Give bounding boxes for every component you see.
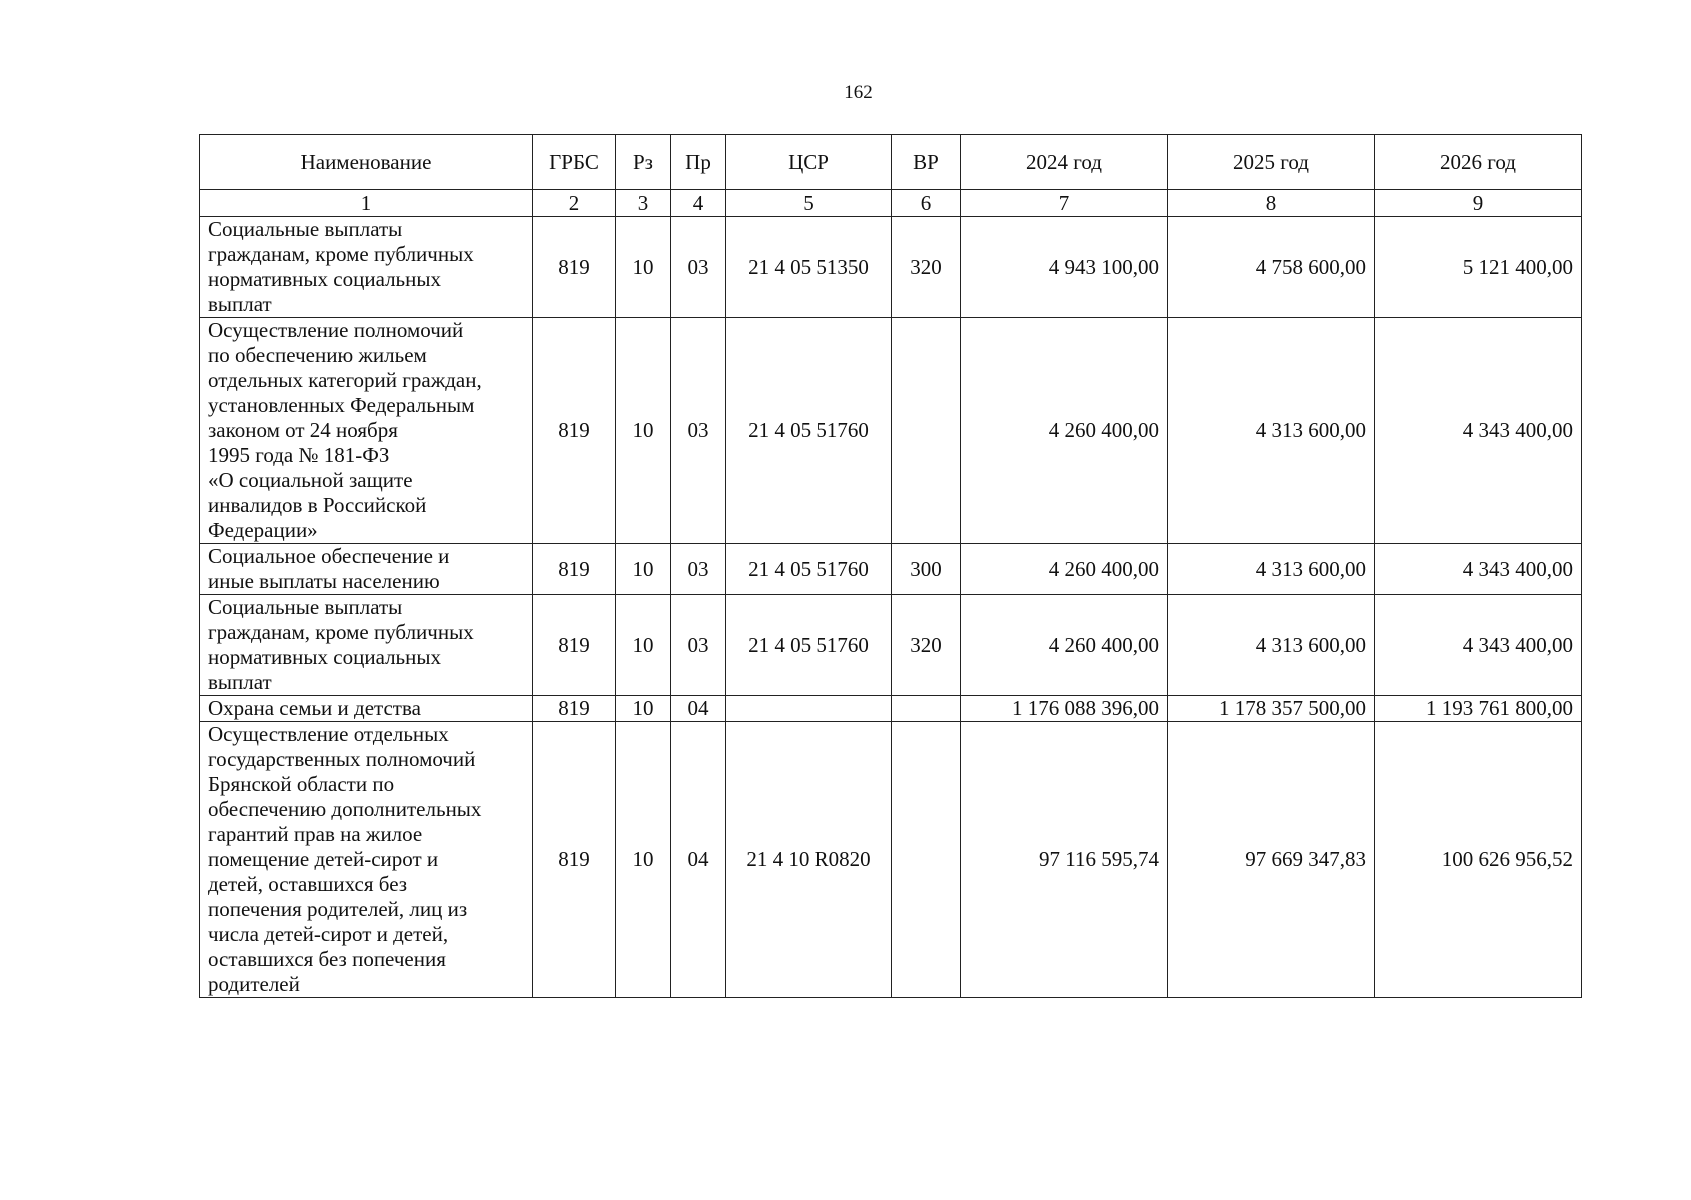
table-row [200,217,1582,318]
row-name-line: «О социальной защите [208,468,413,492]
row-name-line: 1995 года № 181-ФЗ [208,443,390,467]
pr-cell: 03 [671,595,726,696]
amount-2024-cell: 4 260 400,00 [961,544,1168,595]
table-row [200,544,1582,595]
header-2026: 2026 год [1375,135,1582,190]
amount-2024-cell: 4 943 100,00 [961,217,1168,318]
header-row [200,135,1582,190]
csr-cell: 21 4 05 51760 [726,595,892,696]
row-name-line: Охрана семьи и детства [208,696,421,720]
row-name-line: Социальные выплаты [208,217,403,241]
row-name-cell [200,722,533,998]
amount-2025-cell: 4 313 600,00 [1168,318,1375,544]
grbs-cell: 819 [533,696,616,722]
pr-cell: 04 [671,722,726,998]
header-name: Наименование [200,135,533,190]
row-name-line: Брянской области по [208,772,395,796]
row-name-line: детей, оставшихся без [208,872,408,896]
column-number: 6 [892,190,961,217]
column-number-row [200,190,1582,217]
page-number: 162 [844,82,873,103]
table-row [200,318,1582,544]
header-grbs: ГРБС [533,135,616,190]
row-name-cell [200,544,533,595]
row-name-line: установленных Федеральным [208,393,475,417]
header-rz: Рз [616,135,671,190]
column-number: 1 [200,190,533,217]
row-name-line: государственных полномочий [208,747,476,771]
pr-cell: 03 [671,318,726,544]
grbs-cell: 819 [533,544,616,595]
row-name-line: оставшихся без попечения [208,947,446,971]
row-name-line: по обеспечению жильем [208,343,427,367]
amount-2026-cell: 4 343 400,00 [1375,544,1582,595]
header-vr: ВР [892,135,961,190]
amount-2025-cell: 4 313 600,00 [1168,595,1375,696]
amount-2026-cell: 4 343 400,00 [1375,318,1582,544]
csr-cell: 21 4 10 R0820 [726,722,892,998]
vr-cell: 300 [892,544,961,595]
row-name-line: гарантий прав на жилое [208,822,423,846]
row-name-line: родителей [208,972,300,996]
row-name-line: помещение детей-сирот и [208,847,439,871]
row-name-line: числа детей-сирот и детей, [208,922,449,946]
vr-cell [892,696,961,722]
rz-cell: 10 [616,696,671,722]
amount-2026-cell: 5 121 400,00 [1375,217,1582,318]
row-name-line: нормативных социальных [208,267,441,291]
row-name-line: инвалидов в Российской [208,493,427,517]
row-name-line: Осуществление полномочий [208,318,464,342]
amount-2024-cell: 4 260 400,00 [961,595,1168,696]
csr-cell: 21 4 05 51760 [726,544,892,595]
grbs-cell: 819 [533,217,616,318]
column-number: 4 [671,190,726,217]
row-name-line: гражданам, кроме публичных [208,620,474,644]
row-name-line: выплат [208,292,272,316]
row-name-cell [200,595,533,696]
row-name-line: законом от 24 ноября [208,418,398,442]
row-name-line: Социальные выплаты [208,595,403,619]
csr-cell: 21 4 05 51760 [726,318,892,544]
row-name-line: Осуществление отдельных [208,722,449,746]
row-name-line: Федерации» [208,518,318,542]
column-number: 2 [533,190,616,217]
column-number: 8 [1168,190,1375,217]
row-name-line: выплат [208,670,272,694]
column-number: 5 [726,190,892,217]
pr-cell: 04 [671,696,726,722]
csr-cell: 21 4 05 51350 [726,217,892,318]
grbs-cell: 819 [533,595,616,696]
amount-2026-cell: 4 343 400,00 [1375,595,1582,696]
amount-2024-cell: 4 260 400,00 [961,318,1168,544]
column-number: 9 [1375,190,1582,217]
rz-cell: 10 [616,722,671,998]
table-row [200,722,1582,998]
pr-cell: 03 [671,217,726,318]
column-number: 3 [616,190,671,217]
row-name-line: нормативных социальных [208,645,441,669]
table-row [200,696,1582,722]
table-body [200,217,1582,998]
amount-2025-cell: 97 669 347,83 [1168,722,1375,998]
amount-2025-cell: 4 758 600,00 [1168,217,1375,318]
row-name-cell [200,217,533,318]
csr-cell [726,696,892,722]
grbs-cell: 819 [533,318,616,544]
row-name-line: гражданам, кроме публичных [208,242,474,266]
rz-cell: 10 [616,217,671,318]
row-name-line: иные выплаты населению [208,569,440,593]
amount-2024-cell: 97 116 595,74 [961,722,1168,998]
column-number: 7 [961,190,1168,217]
amount-2025-cell: 4 313 600,00 [1168,544,1375,595]
row-name-line: обеспечению дополнительных [208,797,482,821]
grbs-cell: 819 [533,722,616,998]
amount-2024-cell: 1 176 088 396,00 [961,696,1168,722]
rz-cell: 10 [616,318,671,544]
header-csr: ЦСР [726,135,892,190]
row-name-line: отдельных категорий граждан, [208,368,482,392]
header-pr: Пр [671,135,726,190]
vr-cell [892,722,961,998]
header-2024: 2024 год [961,135,1168,190]
vr-cell: 320 [892,595,961,696]
rz-cell: 10 [616,595,671,696]
row-name-line: Социальное обеспечение и [208,544,450,568]
amount-2025-cell: 1 178 357 500,00 [1168,696,1375,722]
row-name-cell [200,318,533,544]
amount-2026-cell: 100 626 956,52 [1375,722,1582,998]
amount-2026-cell: 1 193 761 800,00 [1375,696,1582,722]
rz-cell: 10 [616,544,671,595]
header-2025: 2025 год [1168,135,1375,190]
table-row [200,595,1582,696]
pr-cell: 03 [671,544,726,595]
budget-table [199,134,1582,998]
vr-cell [892,318,961,544]
row-name-cell [200,696,533,722]
row-name-line: попечения родителей, лиц из [208,897,468,921]
vr-cell: 320 [892,217,961,318]
